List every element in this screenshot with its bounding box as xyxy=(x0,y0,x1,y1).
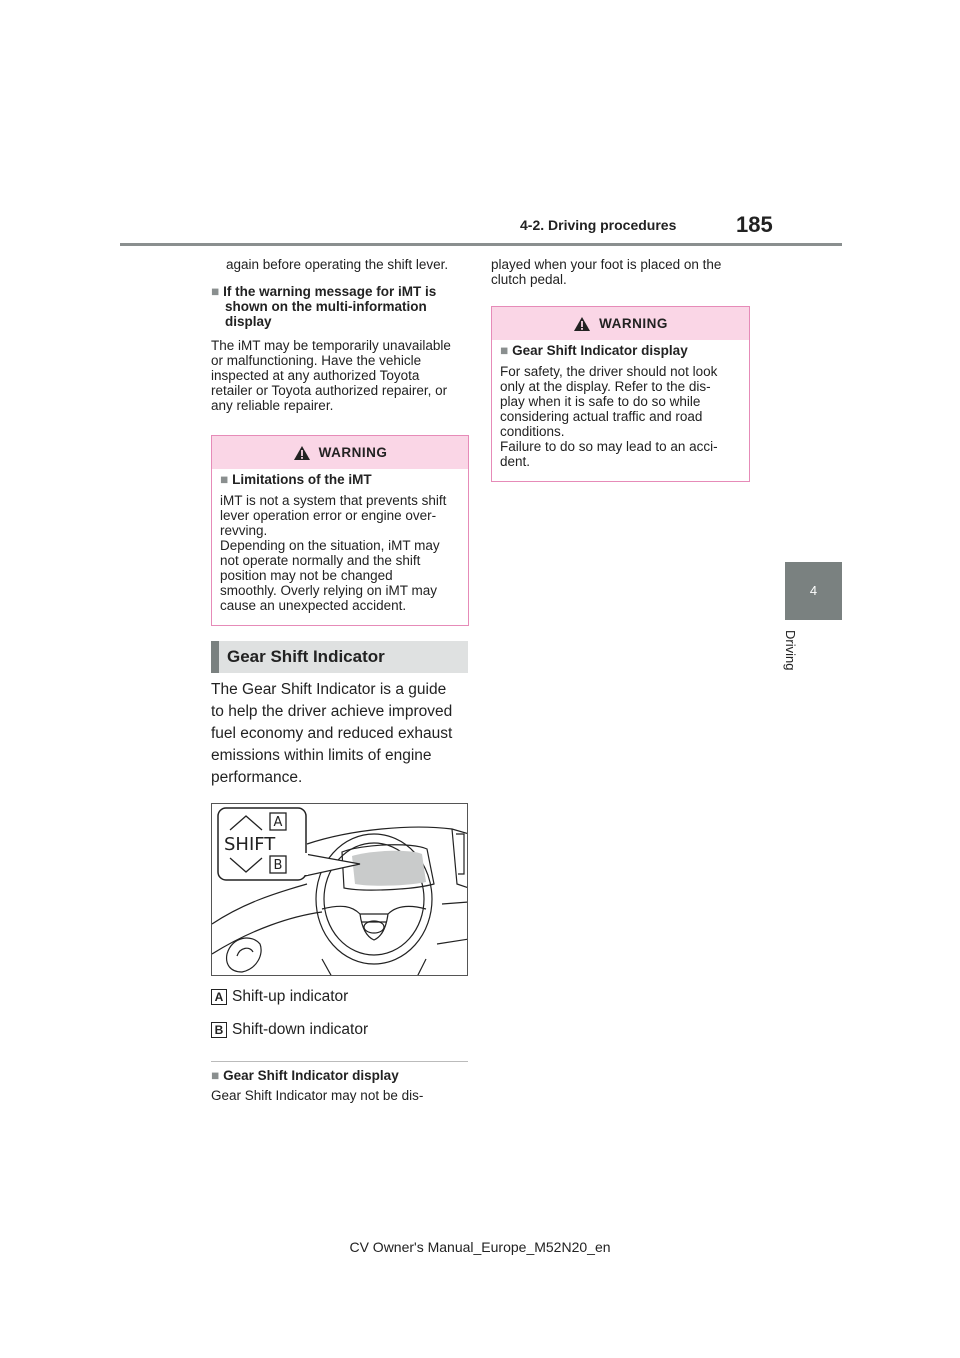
intro-line: The Gear Shift Indicator is a guide xyxy=(211,681,447,698)
intro-line: emissions within limits of engine xyxy=(211,747,432,764)
warning-box-imt xyxy=(211,435,469,626)
footer-manual-id: CV Owner's Manual_Europe_M52N20_en xyxy=(349,1239,611,1255)
header-rule xyxy=(120,243,842,246)
body-line: conditions. xyxy=(500,424,565,439)
body-line: only at the display. Refer to the dis- xyxy=(500,379,711,394)
legend-item-shift-down xyxy=(211,1021,368,1039)
gsi-illustration xyxy=(211,803,468,976)
chapter-name xyxy=(772,630,812,690)
warning-triangle-icon xyxy=(293,445,311,461)
body-line: The iMT may be temporarily unavailable xyxy=(211,338,451,353)
imt-warning-msg-heading xyxy=(211,284,471,329)
warning-text xyxy=(500,364,741,469)
body-line: not operate normally and the shift xyxy=(220,553,421,568)
heading-text: Gear Shift Indicator display xyxy=(223,1068,399,1083)
body-line: dent. xyxy=(500,454,531,469)
illus-label-b: B xyxy=(273,858,283,873)
body-line: retailer or Toyota authorized repairer, or xyxy=(211,383,448,398)
section-divider xyxy=(211,1061,468,1062)
body-line: smoothly. Overly relying on iMT may xyxy=(220,583,438,598)
continued-text-right xyxy=(491,257,753,287)
gsi-display-body: Gear Shift Indicator may not be dis- xyxy=(211,1088,424,1103)
legend-text: Shift-up indicator xyxy=(232,988,349,1005)
heading-line: If the warning message for iMT is xyxy=(223,284,437,299)
chapter-name-label: Driving xyxy=(783,630,798,671)
warning-body xyxy=(492,340,749,469)
legend-text: Shift-down indicator xyxy=(232,1021,369,1038)
body-line: or malfunctioning. Have the vehicle xyxy=(211,353,422,368)
bullet-square-icon: ■ xyxy=(500,343,509,358)
key-badge-b: B xyxy=(211,1022,227,1038)
warning-subheading xyxy=(220,472,460,487)
intro-line: to help the driver achieve improved xyxy=(211,703,453,720)
body-line: revving. xyxy=(220,523,268,538)
warning-body xyxy=(212,469,468,613)
subheading-text: Gear Shift Indicator display xyxy=(512,343,688,358)
continued-text: again before operating the shift lever. xyxy=(226,257,449,272)
section-heading-gsi: Gear Shift Indicator xyxy=(211,641,468,673)
warning-header xyxy=(212,436,468,469)
chapter-tab[interactable]: 4 xyxy=(785,562,842,620)
body-line: any reliable repairer. xyxy=(211,398,334,413)
bullet-square-icon: ■ xyxy=(220,472,229,487)
heading-line: display xyxy=(225,314,272,329)
gsi-display-heading xyxy=(211,1068,399,1083)
warning-title: WARNING xyxy=(599,316,668,331)
warning-header xyxy=(492,307,749,340)
body-line: Depending on the situation, iMT may xyxy=(220,538,440,553)
gsi-intro xyxy=(211,679,473,789)
section-label: 4-2. Driving procedures xyxy=(520,217,677,233)
body-line: clutch pedal. xyxy=(491,272,567,287)
warning-subheading xyxy=(500,343,741,358)
body-line: play when it is safe to do so while xyxy=(500,394,701,409)
bullet-square-icon: ■ xyxy=(211,284,220,299)
intro-line: fuel economy and reduced exhaust xyxy=(211,725,453,742)
intro-line: performance. xyxy=(211,769,303,786)
warning-box-gsi xyxy=(491,306,750,482)
legend-item-shift-up xyxy=(211,988,348,1006)
key-badge-a: A xyxy=(211,989,227,1005)
dashboard-drawing xyxy=(212,804,468,976)
heading-line: shown on the multi-information xyxy=(225,299,427,314)
illus-shift-text: SHIFT xyxy=(224,834,276,855)
bullet-square-icon: ■ xyxy=(211,1068,220,1083)
body-line: iMT is not a system that prevents shift xyxy=(220,493,447,508)
body-line: considering actual traffic and road xyxy=(500,409,703,424)
warning-triangle-icon xyxy=(573,316,591,332)
warning-text xyxy=(220,493,460,613)
body-line: cause an unexpected accident. xyxy=(220,598,407,613)
illus-label-a: A xyxy=(273,815,283,830)
body-line: position may not be changed xyxy=(220,568,393,583)
imt-warning-msg-body xyxy=(211,338,473,413)
page-number: 185 xyxy=(736,212,773,237)
warning-title: WARNING xyxy=(318,445,388,460)
body-line: Failure to do so may lead to an acci- xyxy=(500,439,718,454)
body-line: inspected at any authorized Toyota xyxy=(211,368,420,383)
subheading-text: Limitations of the iMT xyxy=(232,472,372,487)
body-line: For safety, the driver should not look xyxy=(500,364,718,379)
body-line: lever operation error or engine over- xyxy=(220,508,437,523)
body-line: played when your foot is placed on the xyxy=(491,257,722,272)
